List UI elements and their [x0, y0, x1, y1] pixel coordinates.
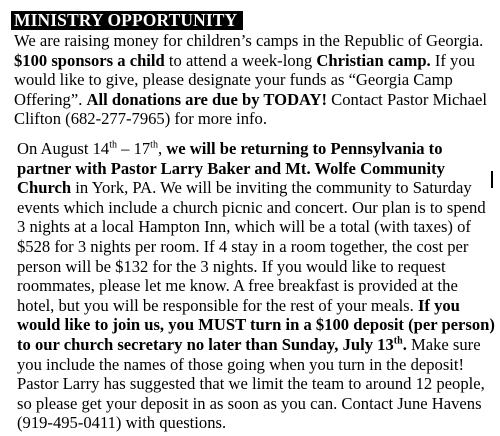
- camp-text-2: to attend a week-long: [164, 50, 317, 70]
- camp-christian-camp: Christian camp.: [316, 50, 431, 70]
- trip-contact: Make sure you include the names of those going when you turn in the deposit! Pastor Larry has suggested that we limit the team to around 12 people, so please get your deposit in as soon as you can. Contact June Havens (919-495-0411) with questions.: [17, 334, 485, 433]
- trip-comma: ,: [157, 138, 167, 158]
- camp-text-3: If you would like to give, please designate your funds as “Georgia Camp Offering”.: [14, 50, 475, 109]
- trip-date-end-suffix: th: [150, 139, 158, 151]
- camp-sponsor-amount: $100 sponsors a child: [14, 50, 165, 70]
- trip-deposit-period: .: [402, 334, 407, 354]
- bulletin-section: [11, 11, 495, 433]
- trip-date-start-suffix: th: [109, 139, 117, 151]
- trip-partner: we will be returning to Pennsylvania to partner with Pastor Larry Baker and Mt. Wolfe Community Church: [17, 138, 445, 198]
- trip-date-end: – 17: [116, 138, 151, 158]
- camp-text-1: We are raising money for children’s camps in the Republic of Georgia.: [14, 31, 484, 50]
- camp-contact: Contact Pastor Michael Clifton (682-277-7965) for more info.: [14, 89, 487, 129]
- text-cursor: [491, 171, 493, 188]
- trip-details: in York, PA. We will be inviting the community to Saturday events which include a church picnic and concert. Our plan is to spend 3 nights at a local Hampton Inn, which will be a total (with taxes) of $528 for 3 nights per room. If 4 stay in a room together, the cost per person will be $132 for the 3 nights. If you would like to request roommates, please let me know. A free breakfast is provided at the hotel, but you will be responsible for the rest of your meals.: [17, 178, 486, 315]
- trip-deposit-date-suffix: th: [393, 335, 403, 347]
- section-heading: MINISTRY OPPORTUNITY: [11, 11, 243, 30]
- trip-paragraph: [11, 139, 495, 433]
- camp-paragraph: [11, 31, 495, 129]
- trip-deposit-requirement: If you would like to join us, you MUST turn in a $100 deposit (per person) to our church secretary no later than Sunday, July 13: [17, 295, 495, 354]
- camp-deadline: All donations are due by TODAY!: [86, 89, 328, 109]
- trip-date-start: On August 14: [17, 138, 110, 158]
